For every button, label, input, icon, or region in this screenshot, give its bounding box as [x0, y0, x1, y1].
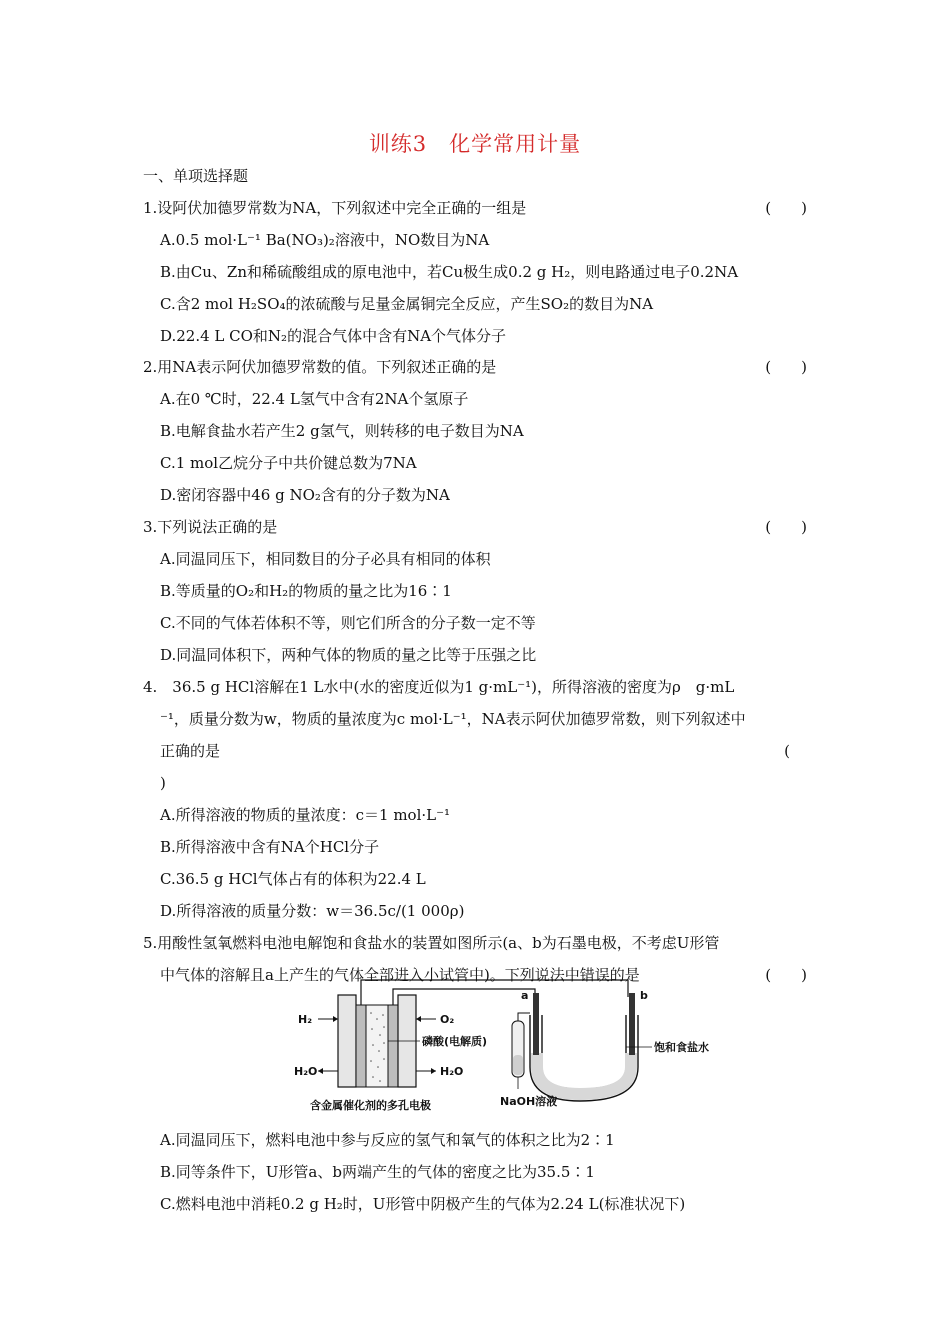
- question-4-stem-line-2: ⁻¹，质量分数为w，物质的量浓度为c mol·L⁻¹，NA表示阿伏加德罗常数，则下列叙述中: [160, 710, 746, 728]
- question-1-option-d: D.22.4 L CO和N₂的混合气体中含有NA个气体分子: [160, 327, 507, 345]
- h2-arrowhead: [333, 1016, 338, 1022]
- label-o2: O₂: [440, 1013, 455, 1026]
- label-h2o-left: H₂O: [294, 1065, 318, 1078]
- label-b: b: [640, 989, 648, 1002]
- answer-bracket: ( ): [765, 966, 807, 984]
- question-3-option-b: B.等质量的O₂和H₂的物质的量之比为16∶1: [160, 582, 452, 600]
- question-5-text: 中气体的溶解且a上产生的气体全部进入小试管中)。下列说法中错误的是: [160, 966, 640, 984]
- h2o-left-arrowhead: [318, 1068, 323, 1074]
- label-electrolyte: 磷酸(电解质): [422, 1035, 488, 1048]
- question-1-option-c: C.含2 mol H₂SO₄的浓硫酸与足量金属铜完全反应，产生SO₂的数目为NA: [160, 295, 654, 313]
- question-2-text: 2.用NA表示阿伏加德罗常数的值。下列叙述正确的是: [143, 358, 497, 376]
- question-4-stem-line-1: 4. 36.5 g HCl溶解在1 L水中(水的密度近似为1 g·mL⁻¹)，所得溶液的密度为ρ g·mL: [143, 678, 735, 696]
- o2-arrowhead: [416, 1016, 421, 1022]
- question-3-text: 3.下列说法正确的是: [143, 518, 278, 536]
- question-5-stem-line-1: 5.用酸性氢氧燃料电池电解饱和食盐水的装置如图所示(a、b为石墨电极，不考虑U形管: [143, 934, 720, 952]
- question-5-option-c: C.燃料电池中消耗0.2 g H₂时，U形管中阴极产生的气体为2.24 L(标准状况下): [160, 1195, 686, 1213]
- question-3-option-d: D.同温同体积下，两种气体的物质的量之比等于压强之比: [160, 646, 537, 664]
- question-4-option-d: D.所得溶液的质量分数：w＝36.5c/(1 000ρ): [160, 902, 465, 920]
- question-2-option-a: A.在0 ℃时，22.4 L氢气中含有2NA个氢原子: [160, 390, 469, 408]
- label-brine: 饱和食盐水: [654, 1041, 709, 1054]
- section-heading: 一、单项选择题: [143, 167, 249, 185]
- label-h2: H₂: [298, 1013, 313, 1026]
- brine-solution: [531, 1053, 637, 1100]
- answer-bracket: ( ): [765, 518, 807, 536]
- answer-bracket-open: (: [784, 742, 790, 760]
- question-2-option-c: C.1 mol乙烷分子中共价键总数为7NA: [160, 454, 417, 472]
- question-1-option-a: A.0.5 mol·L⁻¹ Ba(NO₃)₂溶液中，NO数目为NA: [160, 231, 490, 249]
- question-4-option-b: B.所得溶液中含有NA个HCl分子: [160, 838, 380, 856]
- cell-left-plate: [338, 995, 356, 1087]
- u-tube-inner: [542, 1015, 626, 1089]
- answer-bracket: ( ): [765, 199, 807, 217]
- question-5-option-a: A.同温同压下，燃料电池中参与反应的氢气和氧气的体积之比为2∶1: [160, 1131, 615, 1149]
- question-2-option-d: D.密闭容器中46 g NO₂含有的分子数为NA: [160, 486, 450, 504]
- gas-delivery-tube: [518, 1013, 530, 1021]
- question-4-option-a: A.所得溶液的物质的量浓度：c＝1 mol·L⁻¹: [160, 806, 451, 824]
- electrode-a: [533, 993, 539, 1055]
- question-5-option-b: B.同等条件下，U形管a、b两端产生的气体的密度之比为35.5∶1: [160, 1163, 595, 1181]
- question-4-option-c: C.36.5 g HCl气体占有的体积为22.4 L: [160, 870, 426, 888]
- question-1-text: 1.设阿伏加德罗常数为NA，下列叙述中完全正确的一组是: [143, 199, 527, 217]
- electrolyte-chamber: [366, 1005, 388, 1087]
- question-3-option-c: C.不同的气体若体积不等，则它们所含的分子数一定不等: [160, 614, 536, 632]
- label-electrode: 含金属催化剂的多孔电极: [310, 1099, 431, 1112]
- question-4-stem-line-3: [160, 741, 790, 761]
- electrode-b: [629, 993, 635, 1055]
- naoh-solution: [513, 1055, 523, 1075]
- anode-electrode: [356, 1005, 366, 1087]
- question-1-stem: [143, 198, 807, 218]
- label-naoh: NaOH溶液: [500, 1095, 558, 1108]
- cathode-electrode: [388, 1005, 398, 1087]
- question-2-stem: [143, 357, 807, 377]
- page-title: 训练3 化学常用计量: [368, 132, 582, 156]
- question-3-stem: [143, 517, 807, 537]
- label-a: a: [521, 989, 529, 1002]
- question-3-option-a: A.同温同压下，相同数目的分子必具有相同的体积: [160, 550, 491, 568]
- question-1-option-b: B.由Cu、Zn和稀硫酸组成的原电池中，若Cu极生成0.2 g H₂，则电路通过电子0.2NA: [160, 263, 739, 281]
- answer-bracket-close: ): [160, 774, 166, 792]
- question-2-option-b: B.电解食盐水若产生2 g氢气，则转移的电子数目为NA: [160, 422, 524, 440]
- apparatus-diagram: [280, 975, 709, 1115]
- h2o-right-arrowhead: [431, 1068, 436, 1074]
- label-h2o-right: H₂O: [440, 1065, 464, 1078]
- question-4-text: 正确的是: [160, 742, 221, 760]
- answer-bracket: ( ): [765, 358, 807, 376]
